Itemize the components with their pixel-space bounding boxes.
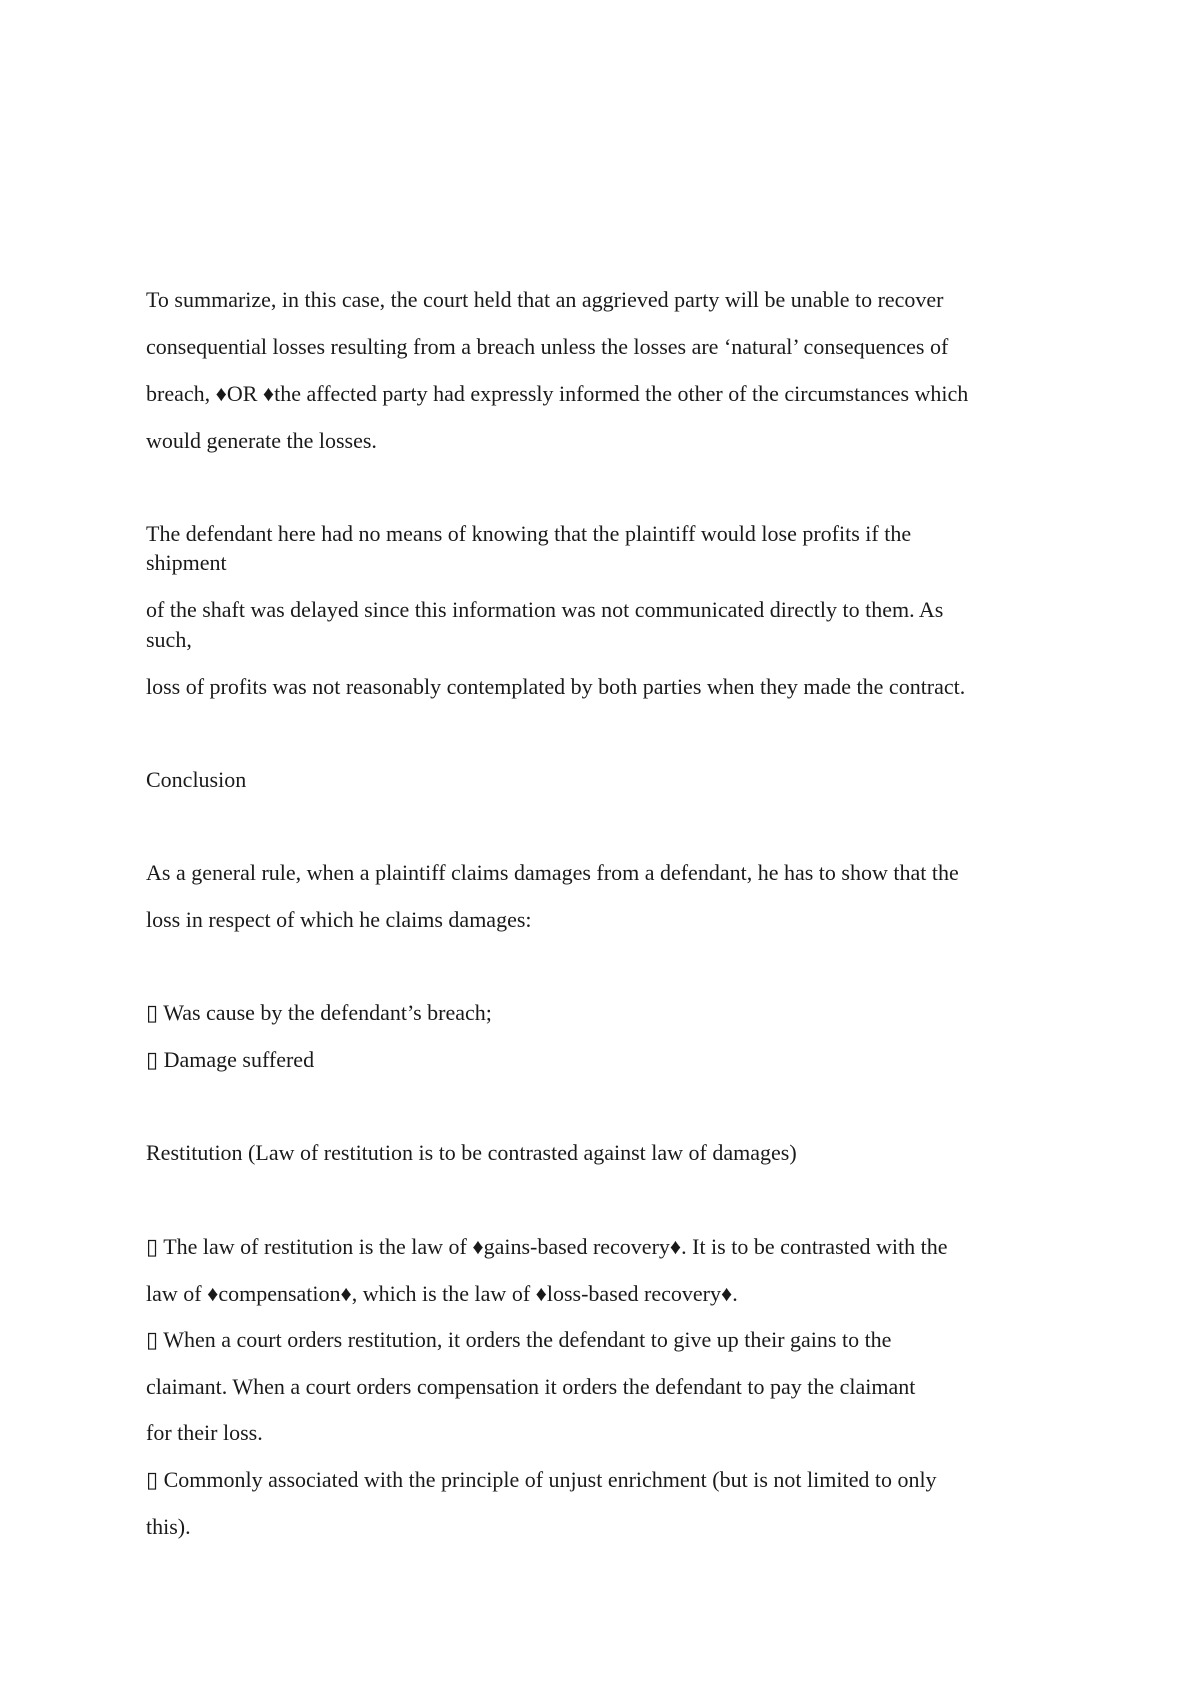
restitution-heading: Restitution (Law of restitution is to be contrasted against law of damages) (146, 1140, 797, 1165)
summary-line: would generate the losses. (146, 428, 377, 453)
restitution-text: The law of restitution is the law of ♦gains-based recovery♦. It is to be contrasted with the (158, 1234, 948, 1259)
summary-line: To summarize, in this case, the court held that an aggrieved party will be unable to recover (146, 287, 944, 312)
bullet-box-icon: ▯ (146, 1047, 159, 1072)
restitution-item (146, 1466, 937, 1494)
bullet-item (146, 999, 492, 1027)
bullet-box-icon: ▯ (146, 1000, 159, 1025)
defendant-line: The defendant here had no means of knowing that the plaintiff would lose profits if the (146, 521, 912, 546)
bullet-text: Was cause by the defendant’s breach; (158, 1000, 492, 1025)
restitution-text: When a court orders restitution, it orders the defendant to give up their gains to the (158, 1327, 892, 1352)
restitution-line: for their loss. (146, 1420, 263, 1445)
restitution-item (146, 1326, 891, 1354)
defendant-line: of the shaft was delayed since this information was not communicated directly to them. As (146, 597, 944, 622)
restitution-item (146, 1233, 948, 1261)
conclusion-heading: Conclusion (146, 767, 247, 792)
bullet-box-icon: ▯ (146, 1467, 159, 1492)
defendant-line: loss of profits was not reasonably contemplated by both parties when they made the contract. (146, 674, 966, 699)
bullet-text: Damage suffered (158, 1047, 315, 1072)
bullet-item (146, 1046, 314, 1074)
bullet-box-icon: ▯ (146, 1234, 159, 1259)
defendant-line: shipment (146, 550, 227, 575)
summary-line: breach, ♦OR ♦the affected party had expressly informed the other of the circumstances which (146, 381, 969, 406)
bullet-box-icon: ▯ (146, 1327, 159, 1352)
restitution-line: this). (146, 1514, 191, 1539)
restitution-line: claimant. When a court orders compensation it orders the defendant to pay the claimant (146, 1374, 916, 1399)
general-rule-line: As a general rule, when a plaintiff claims damages from a defendant, he has to show that the (146, 860, 959, 885)
defendant-line: such, (146, 627, 192, 652)
restitution-text: Commonly associated with the principle of unjust enrichment (but is not limited to only (158, 1467, 937, 1492)
general-rule-line: loss in respect of which he claims damages: (146, 907, 532, 932)
summary-line: consequential losses resulting from a breach unless the losses are ‘natural’ consequences of (146, 334, 949, 359)
restitution-line: law of ♦compensation♦, which is the law of ♦loss-based recovery♦. (146, 1281, 738, 1306)
